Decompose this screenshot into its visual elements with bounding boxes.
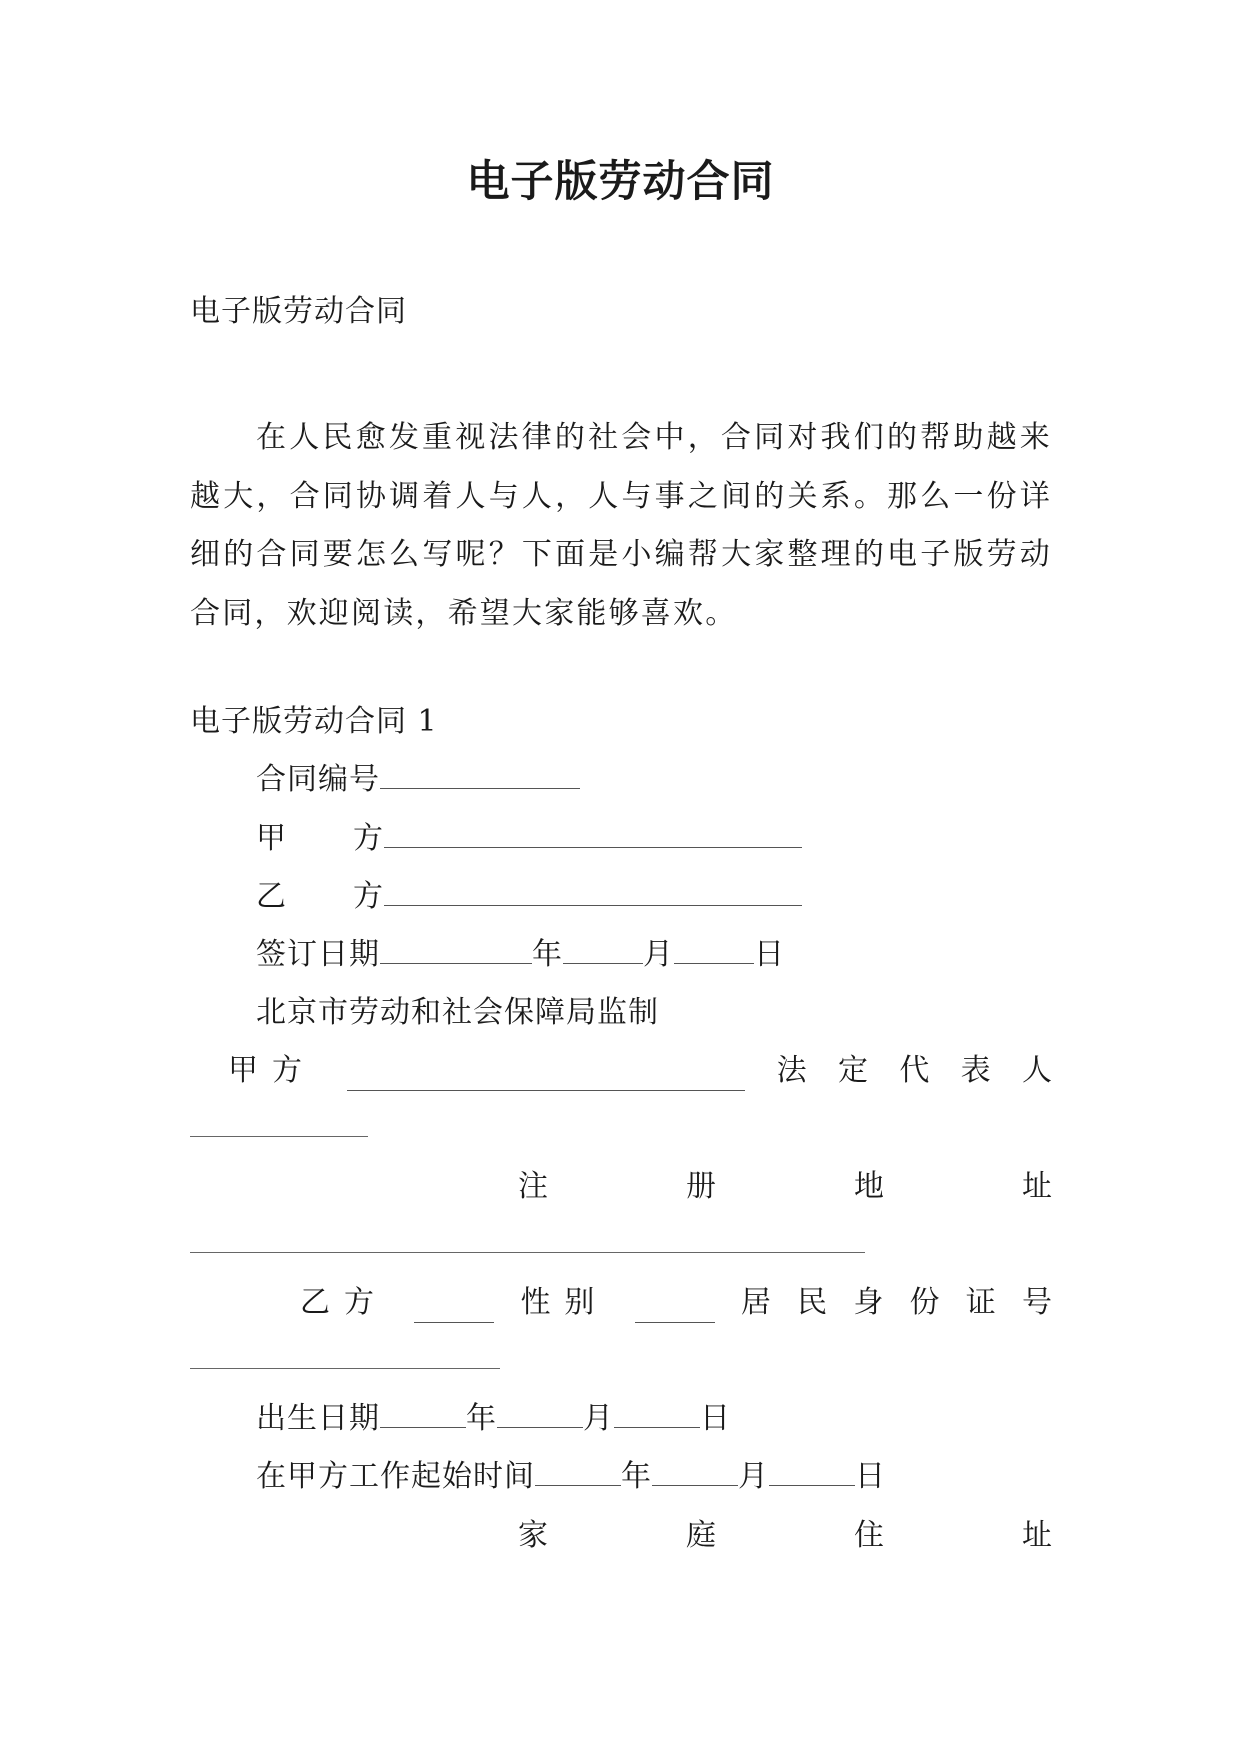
section-heading: 电子版劳动合同 1 bbox=[190, 704, 438, 739]
document-subtitle: 电子版劳动合同 bbox=[190, 294, 407, 329]
day-label: 日 bbox=[754, 937, 785, 972]
reg-address-char: 地 bbox=[854, 1169, 884, 1204]
id-number-char: 身 bbox=[853, 1285, 884, 1320]
sign-date-label: 签订日期 bbox=[256, 937, 380, 972]
legal-rep-char: 表 bbox=[960, 1053, 991, 1088]
start-time-label: 在甲方工作起始时间 bbox=[256, 1459, 535, 1494]
year-label: 年 bbox=[621, 1459, 652, 1494]
home-address-char: 址 bbox=[1022, 1518, 1052, 1553]
party-a-label: 甲方 bbox=[228, 1053, 316, 1088]
id-number-char: 居 bbox=[740, 1285, 771, 1320]
sign-date-year-field[interactable] bbox=[380, 937, 532, 964]
month-label: 月 bbox=[643, 937, 674, 972]
birth-year-field[interactable] bbox=[380, 1401, 466, 1428]
day-label: 日 bbox=[855, 1459, 886, 1494]
party-b-row bbox=[256, 877, 802, 917]
reg-address-char: 址 bbox=[1022, 1169, 1052, 1204]
home-address-char: 住 bbox=[854, 1518, 884, 1553]
sign-date-month-field[interactable] bbox=[563, 937, 643, 964]
party-a-legal-rep-row bbox=[190, 1051, 1052, 1091]
id-number-char: 号 bbox=[1021, 1285, 1052, 1320]
party-a-field[interactable] bbox=[384, 821, 802, 848]
id-number-char: 份 bbox=[909, 1285, 940, 1320]
year-label: 年 bbox=[532, 937, 563, 972]
intro-paragraph: 在人民愈发重视法律的社会中，合同对我们的帮助越来越大，合同协调着人与人，人与事之间的关系。那么一份详细的合同要怎么写呢？下面是小编帮大家整理的电子版劳动合同，欢迎阅读，希望大家能够喜欢。 bbox=[190, 420, 1052, 631]
gender-field[interactable] bbox=[635, 1296, 715, 1323]
id-number-field[interactable] bbox=[190, 1368, 500, 1369]
party-a-char2: 方 bbox=[353, 821, 384, 856]
start-month-field[interactable] bbox=[652, 1459, 738, 1486]
legal-rep-char: 代 bbox=[899, 1053, 930, 1088]
legal-rep-char: 法 bbox=[776, 1053, 807, 1088]
legal-rep-char: 定 bbox=[837, 1053, 868, 1088]
party-b-info-row bbox=[190, 1283, 1052, 1323]
sign-date-day-field[interactable] bbox=[674, 937, 754, 964]
party-a-name-field[interactable] bbox=[347, 1064, 745, 1091]
document-title: 电子版劳动合同 bbox=[466, 157, 775, 207]
legal-rep-field[interactable] bbox=[190, 1136, 368, 1137]
reg-address-field[interactable] bbox=[190, 1252, 865, 1253]
contract-number-label: 合同编号 bbox=[256, 762, 380, 797]
contract-number-field[interactable] bbox=[380, 762, 580, 789]
gender-label: 性别 bbox=[520, 1285, 609, 1320]
birth-month-field[interactable] bbox=[497, 1401, 583, 1428]
home-address-char: 家 bbox=[518, 1518, 548, 1553]
home-address-char: 庭 bbox=[686, 1518, 716, 1553]
start-time-row bbox=[256, 1457, 886, 1497]
id-number-char: 证 bbox=[965, 1285, 996, 1320]
contract-number-row bbox=[256, 760, 580, 800]
id-number-char: 民 bbox=[797, 1285, 828, 1320]
birth-day-field[interactable] bbox=[614, 1401, 700, 1428]
sign-date-row bbox=[256, 935, 785, 975]
party-a-row bbox=[256, 819, 802, 859]
reg-address-char: 注 bbox=[518, 1169, 548, 1204]
party-b-char2: 方 bbox=[353, 879, 384, 914]
start-year-field[interactable] bbox=[535, 1459, 621, 1486]
home-address-row bbox=[518, 1516, 1052, 1556]
party-b-field[interactable] bbox=[384, 879, 802, 906]
party-b-char1: 乙 bbox=[256, 879, 287, 914]
party-b-label: 乙方 bbox=[300, 1285, 388, 1320]
party-a-char1: 甲 bbox=[256, 821, 287, 856]
month-label: 月 bbox=[738, 1459, 769, 1494]
reg-address-char: 册 bbox=[686, 1169, 716, 1204]
supervisor-line: 北京市劳动和社会保障局监制 bbox=[256, 995, 659, 1030]
start-day-field[interactable] bbox=[769, 1459, 855, 1486]
reg-address-row bbox=[518, 1167, 1052, 1207]
birth-date-label: 出生日期 bbox=[256, 1401, 380, 1436]
birth-date-row bbox=[256, 1399, 731, 1439]
party-b-name-field[interactable] bbox=[414, 1296, 494, 1323]
day-label: 日 bbox=[700, 1401, 731, 1436]
year-label: 年 bbox=[466, 1401, 497, 1436]
month-label: 月 bbox=[583, 1401, 614, 1436]
legal-rep-char: 人 bbox=[1021, 1053, 1052, 1088]
